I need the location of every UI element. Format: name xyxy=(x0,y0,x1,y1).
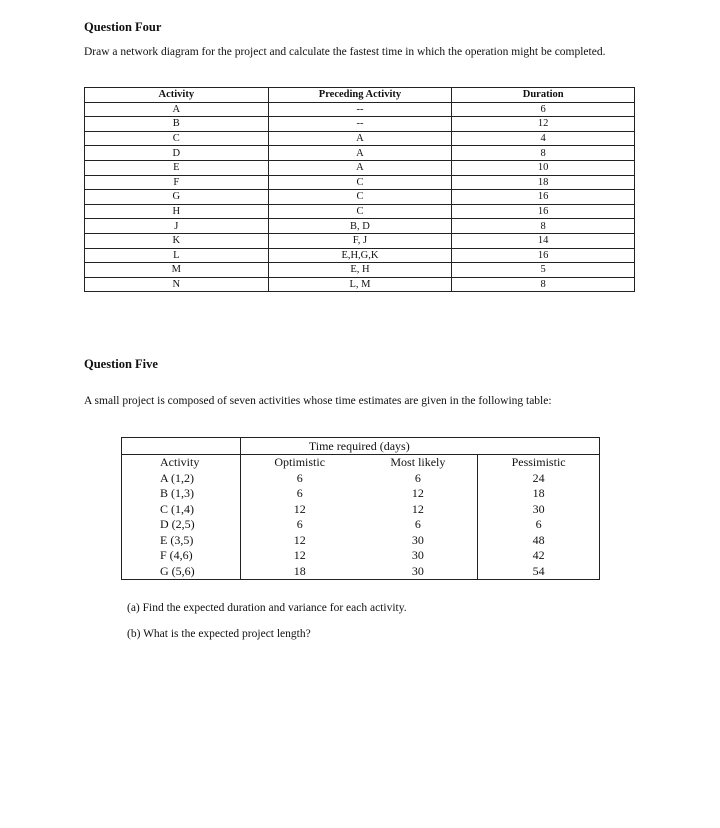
cell-duration: 16 xyxy=(452,204,635,219)
q4-title: Question Four xyxy=(84,20,162,34)
header-pessimistic: Pessimistic xyxy=(478,454,600,470)
cell-activity: A xyxy=(85,102,269,117)
table-row xyxy=(122,486,600,502)
q4-activity-table xyxy=(84,87,635,292)
cell-activity: C xyxy=(85,131,269,146)
cell-pessimistic: 30 xyxy=(478,501,600,517)
table-row xyxy=(122,517,600,533)
cell-preceding-activity: A xyxy=(268,160,452,175)
cell-pessimistic: 42 xyxy=(478,548,600,564)
header-optimistic: Optimistic xyxy=(240,454,358,470)
cell-preceding-activity: A xyxy=(268,146,452,161)
cell-pessimistic: 6 xyxy=(478,517,600,533)
header-activity: Activity xyxy=(160,455,200,470)
cell-activity: D (2,5) xyxy=(160,517,195,532)
cell-preceding-activity: C xyxy=(268,204,452,219)
cell-activity: F (4,6) xyxy=(160,548,193,563)
table-row xyxy=(85,131,635,146)
table-row xyxy=(85,277,635,292)
cell-most-likely: 30 xyxy=(411,563,424,578)
cell-most-likely: 12 xyxy=(411,501,424,516)
q4-instruction: Draw a network diagram for the project and calculate the fastest time in which the operation might be completed. xyxy=(84,46,606,58)
cell-activity: M xyxy=(85,263,269,278)
table-row xyxy=(122,563,600,579)
cell-activity: E xyxy=(85,160,269,175)
table-row xyxy=(85,190,635,205)
cell-duration: 5 xyxy=(452,263,635,278)
cell-pessimistic: 24 xyxy=(478,470,600,486)
group-header-time-required: Time required (days) xyxy=(240,438,477,455)
cell-pessimistic: 18 xyxy=(478,486,600,502)
table-row xyxy=(85,160,635,175)
q5-title: Question Five xyxy=(84,357,158,371)
cell-activity: G xyxy=(85,190,269,205)
cell-duration: 14 xyxy=(452,233,635,248)
cell-duration: 8 xyxy=(452,277,635,292)
table-row xyxy=(85,219,635,234)
table-row xyxy=(122,470,600,486)
q5-intro: A small project is composed of seven activities whose time estimates are given in the following table: xyxy=(84,395,552,407)
cell-preceding-activity: C xyxy=(268,175,452,190)
question-a: (a) Find the expected duration and variance for each activity. xyxy=(127,602,407,614)
cell-optimistic: 12 xyxy=(240,532,358,548)
table-row xyxy=(85,175,635,190)
cell-duration: 16 xyxy=(452,248,635,263)
cell-activity: C (1,4) xyxy=(160,501,194,516)
cell-duration: 18 xyxy=(452,175,635,190)
cell-preceding-activity: -- xyxy=(268,102,452,117)
cell-optimistic: 12 xyxy=(240,501,358,517)
cell-preceding-activity: C xyxy=(268,190,452,205)
cell-activity: L xyxy=(85,248,269,263)
cell-activity: K xyxy=(85,233,269,248)
cell-preceding-activity: E, H xyxy=(268,263,452,278)
table-row xyxy=(85,233,635,248)
cell-most-likely: 30 xyxy=(411,548,424,563)
cell-duration: 4 xyxy=(452,131,635,146)
cell-duration: 12 xyxy=(452,117,635,132)
group-header-row xyxy=(122,438,600,455)
cell-activity: G (5,6) xyxy=(160,563,195,578)
cell-preceding-activity: F, J xyxy=(268,233,452,248)
table-row xyxy=(122,532,600,548)
cell-preceding-activity: L, M xyxy=(268,277,452,292)
table-row xyxy=(122,548,600,564)
cell-optimistic: 12 xyxy=(240,548,358,564)
table-row xyxy=(85,117,635,132)
cell-most-likely: 6 xyxy=(414,517,421,532)
q5-time-estimates-table xyxy=(121,437,600,580)
cell-pessimistic: 54 xyxy=(478,563,600,579)
cell-optimistic: 18 xyxy=(240,563,358,579)
cell-activity: B xyxy=(85,117,269,132)
cell-activity: N xyxy=(85,277,269,292)
cell-activity: E (3,5) xyxy=(160,532,194,547)
cell-most-likely: 12 xyxy=(411,486,424,501)
cell-activity: H xyxy=(85,204,269,219)
cell-duration: 6 xyxy=(452,102,635,117)
question-b: (b) What is the expected project length? xyxy=(127,628,311,640)
cell-activity: J xyxy=(85,219,269,234)
cell-preceding-activity: B, D xyxy=(268,219,452,234)
header-activity: Activity xyxy=(85,88,269,103)
table-row xyxy=(85,248,635,263)
cell-most-likely: 6 xyxy=(414,470,421,485)
table-row xyxy=(85,263,635,278)
cell-duration: 10 xyxy=(452,160,635,175)
cell-duration: 16 xyxy=(452,190,635,205)
table-header-row xyxy=(122,454,600,470)
cell-preceding-activity: A xyxy=(268,131,452,146)
cell-duration: 8 xyxy=(452,146,635,161)
table-header-row xyxy=(85,88,635,103)
cell-duration: 8 xyxy=(452,219,635,234)
cell-preceding-activity: E,H,G,K xyxy=(268,248,452,263)
table-row xyxy=(85,102,635,117)
cell-activity: F xyxy=(85,175,269,190)
header-preceding-activity: Preceding Activity xyxy=(268,88,452,103)
cell-optimistic: 6 xyxy=(240,486,358,502)
table-row xyxy=(85,204,635,219)
cell-activity: D xyxy=(85,146,269,161)
header-duration: Duration xyxy=(452,88,635,103)
header-most-likely: Most likely xyxy=(390,455,446,470)
cell-activity: B (1,3) xyxy=(160,486,194,501)
cell-most-likely: 30 xyxy=(411,532,424,547)
cell-optimistic: 6 xyxy=(240,470,358,486)
table-row xyxy=(122,501,600,517)
cell-activity: A (1,2) xyxy=(160,470,194,485)
cell-preceding-activity: -- xyxy=(268,117,452,132)
cell-optimistic: 6 xyxy=(240,517,358,533)
table-row xyxy=(85,146,635,161)
cell-pessimistic: 48 xyxy=(478,532,600,548)
